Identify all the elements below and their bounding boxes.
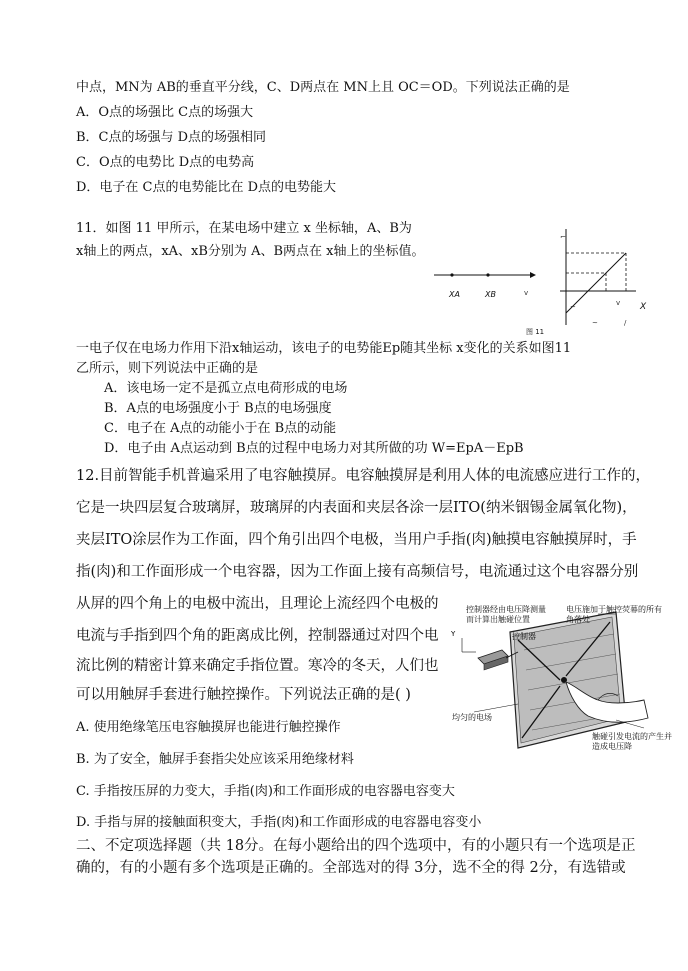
q12-option-c: C. 手指按压屏的力变大，手指(肉)和工作面形成的电容器电容变大 (76, 784, 455, 799)
q12-stem-line-6: 电流与手指到四个角的距离成比例，控制器通过对四个电 (76, 628, 439, 644)
q11-stem-line-3: 一电子仅在电场力作用下沿x轴运动，该电子的电势能Ep随其坐标 x变化的关系如图11 (76, 341, 572, 356)
q10-stem-line: 中点，MN为 AB的垂直平分线，C、D两点在 MN上且 OC＝OD。下列说法正确的是 (76, 80, 570, 95)
q10-option-c: C．O点的电势比 D点的电势高 (76, 155, 255, 170)
svg-text:Y: Y (451, 630, 456, 638)
section2-heading-line-1: 二、不定项选择题（共 18分。在每小题给出的四个选项中，有的小题只有一个选项是正 (76, 838, 636, 854)
q12-stem-line-1: 12.目前智能手机普遍采用了电容触摸屏。电容触摸屏是利用人体的电流感应进行工作的， (76, 468, 651, 484)
q11-option-b: B．A点的电场强度小于 B点的电场强度 (104, 401, 332, 416)
point-a-marker (450, 273, 453, 276)
label-axis-x: X (640, 302, 647, 312)
svg-text:v: v (616, 299, 621, 307)
point-b-marker (486, 273, 489, 276)
label-controller: 控制器 (512, 632, 536, 641)
label-xb: XB (485, 290, 496, 299)
svg-text:⌐: ⌐ (560, 233, 566, 241)
q11-stem-line-2: x轴上的两点，xA、xB分别为 A、B两点在 x轴上的坐标值。 (76, 244, 425, 259)
q12-stem-line-4: 指(肉)和工作面形成一个电容器，因为工作面上接有高频信号，电流通过这个电容器分别 (76, 564, 639, 580)
svg-text:~: ~ (570, 303, 576, 311)
q10-option-b: B．C点的场强与 D点的场强相同 (76, 130, 267, 145)
figure-11-caption: 图 11 (526, 328, 545, 336)
q11-option-a: A．该电场一定不是孤立点电荷形成的电场 (104, 381, 348, 396)
q11-option-c: C．电子在 A点的动能小于在 B点的动能 (104, 421, 337, 436)
label-controller-measure: 控制器经由电压降测量而计算出触碰位置 (466, 605, 546, 624)
svg-text:/: / (624, 319, 627, 327)
q11-stem-line-4: 乙所示，则下列说法中正确的是 (76, 361, 259, 376)
label-uniform-field: 均匀的电场 (452, 713, 492, 722)
label-voltage-corners: 电压施加于触控荧幕的所有角落处 (566, 605, 662, 624)
label-xa: XA (449, 290, 460, 299)
q12-stem-line-8: 可以用触屏手套进行触控操作。下列说法正确的是( ) (76, 687, 411, 703)
q12-option-a: A. 使用绝缘笔压电容触摸屏也能进行触控操作 (76, 720, 341, 735)
q10-option-d: D．电子在 C点的电势能比在 D点的电势能大 (76, 180, 337, 195)
svg-text:v: v (524, 289, 529, 297)
q12-option-d: D. 手指与屏的接触面积变大，手指(肉)和工作面形成的电容器电容变小 (76, 815, 482, 830)
q12-stem-line-2: 它是一块四层复合玻璃屏，玻璃屏的内表面和夹层各涂一层ITO(纳米铟锡金属氧化物)， (76, 500, 637, 516)
q11-stem-line-1: 11．如图 11 甲所示，在某电场中建立 x 坐标轴，A、B为 (76, 221, 412, 236)
figure-11-graph (560, 229, 636, 327)
figure-11 (430, 225, 660, 337)
q11-option-d: D．电子由 A点运动到 B点的过程中电场力对其所做的功 W=EpA－EpB (104, 441, 524, 456)
q12-option-b: B. 为了安全，触屏手套指尖处应该采用绝缘材料 (76, 752, 354, 767)
q10-option-a: A．O点的场强比 C点的场强大 (76, 105, 254, 120)
label-touch-current: 触碰引发电流的产生并造成电压降 (592, 732, 672, 751)
q12-stem-line-5: 从屏的四个角上的电极中流出，且理论上流经四个电极的 (76, 596, 439, 612)
q12-stem-line-7: 流比例的精密计算来确定手指位置。寒冷的冬天，人们也 (76, 658, 439, 674)
section2-heading-line-2: 确的，有的小题有多个选项是正确的。全部选对的得 3分，选不全的得 2分，有选错或 (76, 860, 626, 876)
q12-stem-line-3: 夹层ITO涂层作为工作面，四个角引出四个电极，当用户手指(肉)触摸电容触摸屏时，手 (76, 532, 637, 548)
svg-text:~: ~ (592, 319, 598, 327)
